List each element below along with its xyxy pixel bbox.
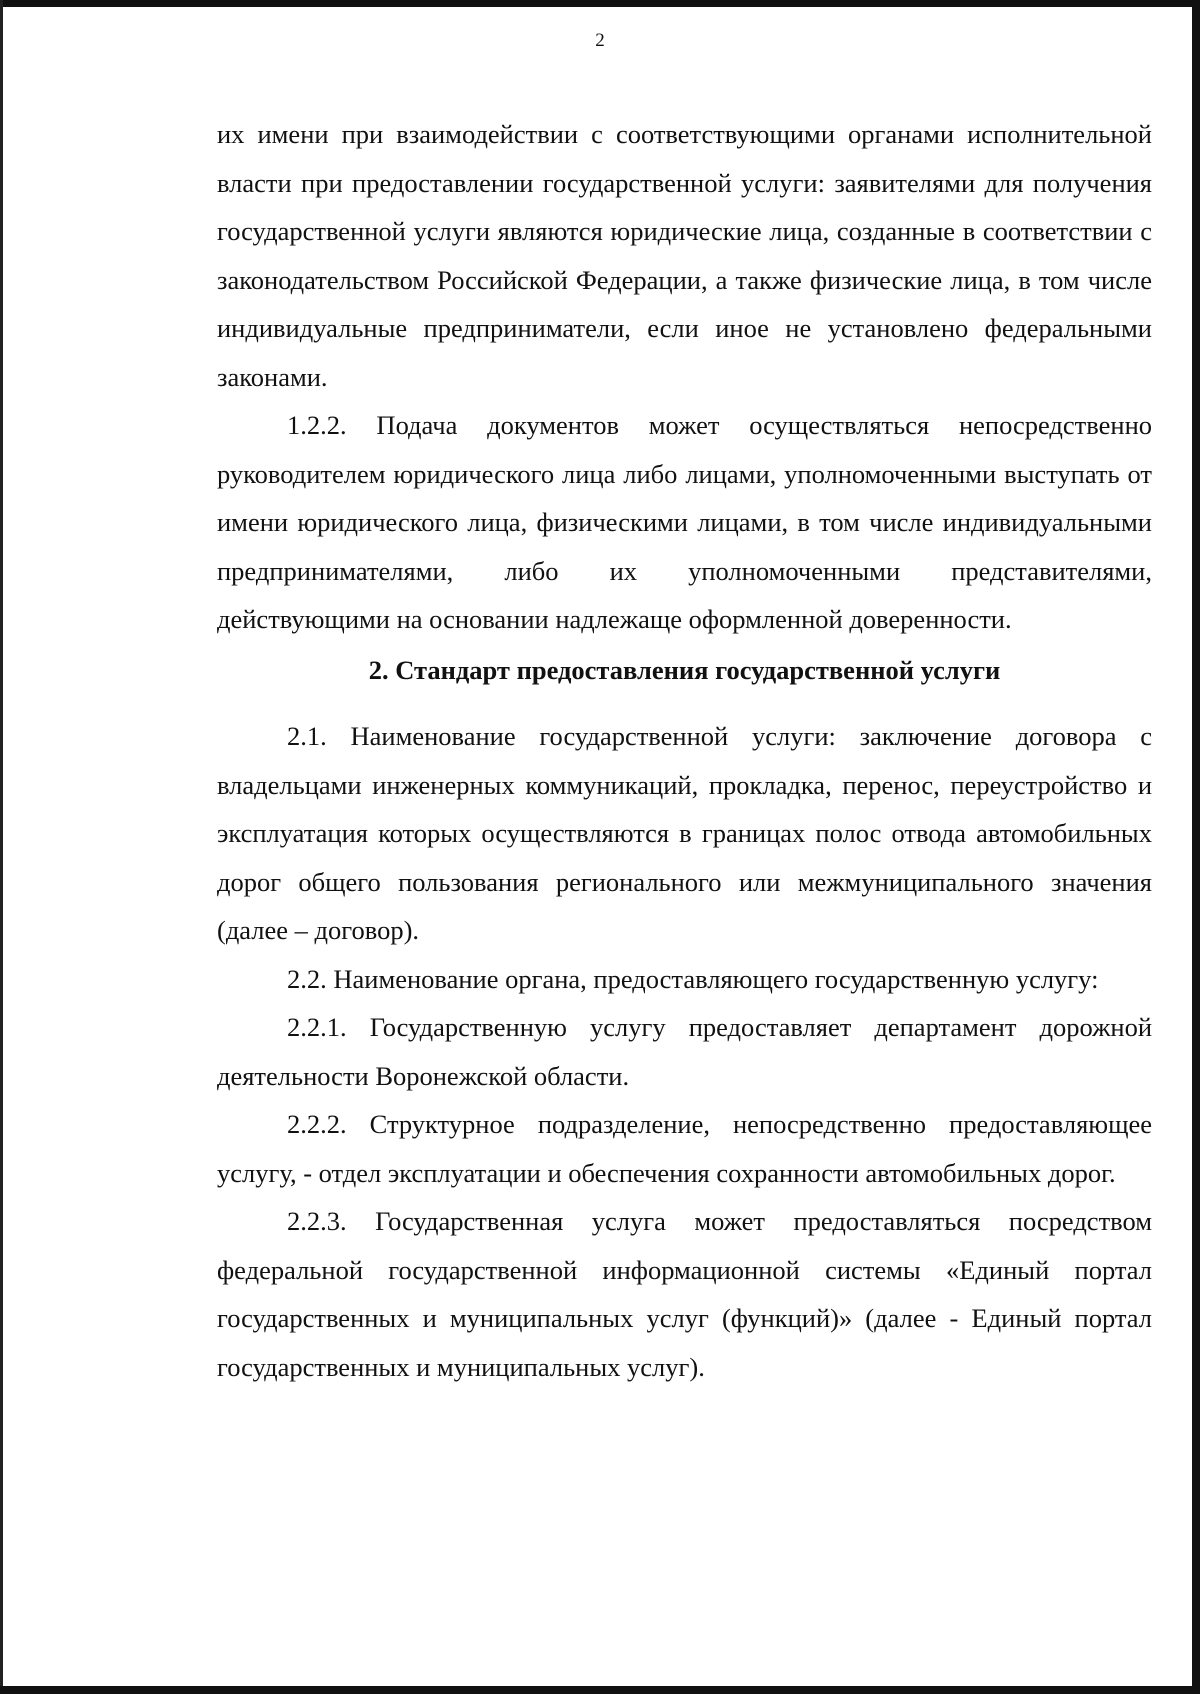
paragraph-2-2-3: 2.2.3. Государственная услуга может предоставляться посредством федеральной государственной информационной системы «Единый портал государственных и муниципальных услуг (функций)» (далее - Единый портал государственных и муниципальных услуг).	[217, 1206, 1152, 1382]
paragraph-1-2-2: 1.2.2. Подача документов может осуществляться непосредственно руководителем юридического лица либо лицами, уполномоченными выступать от имени юридического лица, физическими лицами, в том числе индивидуальными предпринимателями, либо их уполномоченными представителями, действующими на основании надлежаще оформленной доверенности.	[217, 410, 1152, 634]
paragraph-2-2: 2.2. Наименование органа, предоставляющего государственную услугу:	[287, 963, 1099, 994]
document-body	[217, 110, 1152, 1391]
scan-border-bottom	[0, 1686, 1200, 1694]
section-heading: 2. Стандарт предоставления государственной услуги	[368, 654, 1001, 685]
page-number: 2	[595, 30, 605, 51]
paragraph-2-2-2: 2.2.2. Структурное подразделение, непосредственно предоставляющее услугу, - отдел эксплуатации и обеспечения сохранности автомобильных дорог.	[217, 1109, 1152, 1188]
paragraph-2-2-1: 2.2.1. Государственную услугу предоставляет департамент дорожной деятельности Воронежской области.	[217, 1012, 1152, 1091]
scan-border-right	[1192, 0, 1200, 1694]
paragraph-2-1: 2.1. Наименование государственной услуги: заключение договора с владельцами инженерных коммуникаций, прокладка, перенос, переустройство и эксплуатация которых осуществляются в границах полос отвода автомобильных дорог общего пользования регионального или межмуниципального значения (далее – договор).	[217, 721, 1152, 945]
scan-border-left	[0, 0, 3, 1694]
scan-border-top	[0, 0, 1200, 7]
paragraph-continuation: их имени при взаимодействии с соответствующими органами исполнительной власти при предоставлении государственной услуги: заявителями для получения государственной услуги являются юридические лица, созданные в соответствии с законодательством Российской Федерации, а также физические лица, в том числе индивидуальные предприниматели, если иное не установлено федеральными законами.	[217, 119, 1152, 392]
